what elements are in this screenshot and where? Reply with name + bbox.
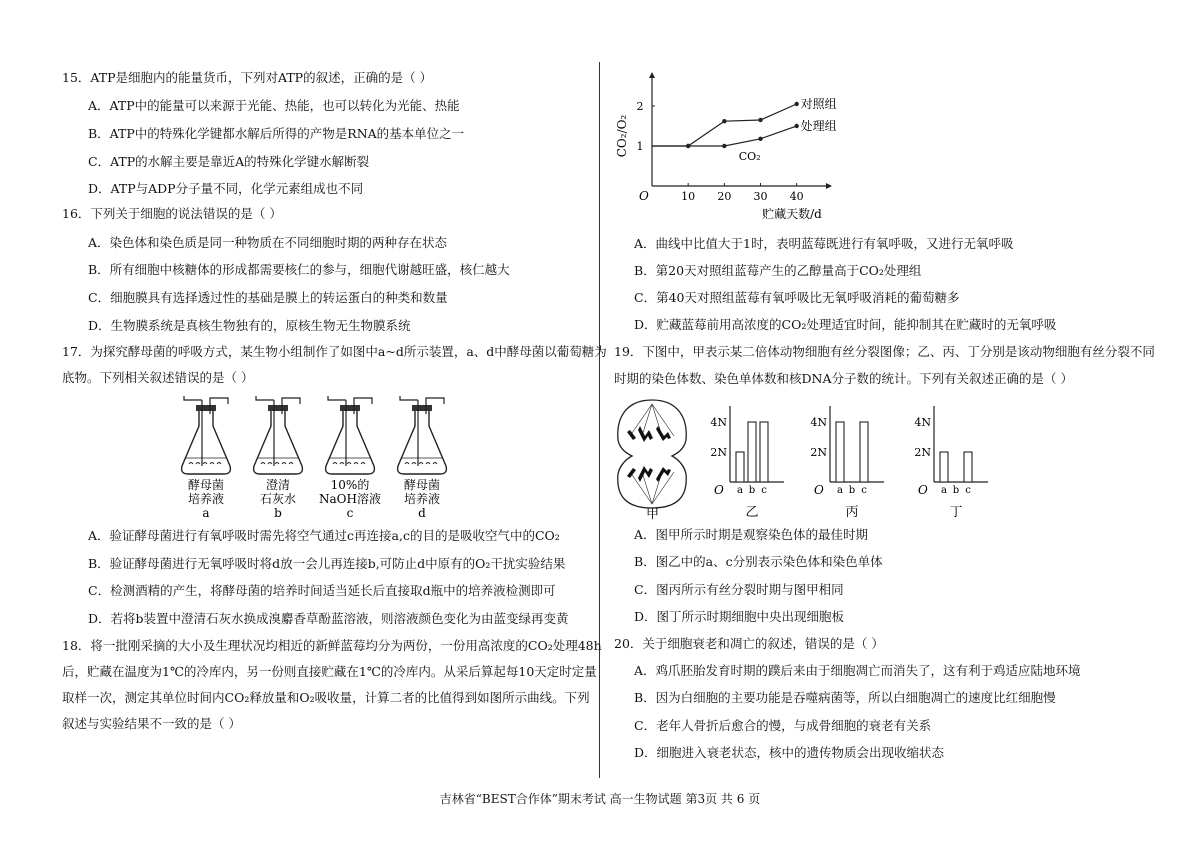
- flask-label-line1: 澄清: [265, 478, 291, 492]
- y-tick-label: 2N: [914, 446, 931, 459]
- inlet-bend: [256, 396, 274, 400]
- q16-option-d: D．生物膜系统是真核生物独有的，原核生物无生物膜系统: [88, 318, 411, 333]
- flask-letter: a: [202, 506, 210, 520]
- q17-stem-line2: 底物。下列相关叙述错误的是（ ）: [62, 370, 254, 385]
- y-tick-label: 4N: [914, 416, 931, 429]
- category-label: c: [965, 485, 971, 496]
- flask-label-line1: 酵母菌: [403, 478, 441, 492]
- y-tick-label: 1: [636, 140, 644, 153]
- flask-letter: b: [274, 506, 282, 520]
- x-tick-label: 10: [681, 190, 696, 203]
- q18-stem-line2: 后，贮藏在温度为1℃的冷库内，另一份则直接贮藏在1℃的冷库内。从采后算起每10天定时定量: [62, 664, 597, 679]
- q16-stem: 16．下列关于细胞的说法错误的是（ ）: [62, 206, 282, 221]
- flask-body: [326, 410, 375, 474]
- q15-stem: 15．ATP是细胞内的能量货币，下列对ATP的叙述，正确的是（ ）: [62, 70, 433, 85]
- flask-stopper: [268, 405, 288, 411]
- q20-option-c: C．老年人骨折后愈合的慢，与成骨细胞的衰老有关系: [634, 718, 932, 733]
- origin-label: O: [814, 483, 824, 497]
- page-footer: 吉林省“BEST合作体”期末考试 高一生物试题 第3页 共 6 页: [439, 792, 761, 806]
- cell-figure-label: 甲: [646, 507, 660, 520]
- column-divider: [599, 62, 600, 778]
- series-point: [722, 144, 726, 148]
- bar-c: [860, 422, 868, 482]
- q18-option-b: B．第20天对照组蓝莓产生的乙醇量高于CO₂处理组: [634, 263, 922, 278]
- q18-option-c: C．第40天对照组蓝莓有氧呼吸比无氧呼吸消耗的葡萄糖多: [634, 290, 960, 305]
- co2-annotation: CO₂: [738, 150, 761, 163]
- flask-b: [254, 396, 303, 520]
- q18-stem-line4: 叙述与实验结果不一致的是（ ）: [62, 716, 241, 731]
- cell-mitosis-figure: [612, 396, 692, 520]
- flask-letter: d: [418, 506, 426, 520]
- y-tick-label: 4N: [810, 416, 827, 429]
- flask-c: [319, 396, 381, 520]
- origin-label: O: [918, 483, 928, 497]
- q17-option-b: B．验证酵母菌进行无氧呼吸时将d放一会儿再连接b,可防止d中原有的O₂干扰实验结果: [88, 556, 566, 571]
- q19-option-c: C．图丙所示有丝分裂时期与图甲相同: [634, 582, 844, 597]
- y-tick-label: 2N: [810, 446, 827, 459]
- flask-body: [182, 410, 231, 474]
- bar-a: [736, 452, 744, 482]
- cell-outline: [618, 400, 686, 508]
- flask-label-line1: 酵母菌: [187, 478, 225, 492]
- inlet-bend: [328, 396, 346, 400]
- category-label: b: [952, 485, 960, 496]
- q17-option-a: A．验证酵母菌进行有氧呼吸时需先将空气通过c再连接a,c的目的是吸收空气中的CO₂: [88, 528, 560, 543]
- chart-name-label: 乙: [745, 505, 759, 520]
- flask-apparatus-figure: [170, 392, 460, 522]
- q19-stem-line2: 时期的染色体数、染色单体数和核DNA分子数的统计。下列有关叙述正确的是（ ）: [614, 371, 1073, 386]
- q16-option-b: B．所有细胞中核糖体的形成都需要核仁的参与，细胞代谢越旺盛，核仁越大: [88, 262, 510, 277]
- bar-chart-ding: [900, 400, 990, 524]
- x-axis-label: 贮藏天数/d: [762, 207, 822, 221]
- y-tick-label: 2N: [710, 446, 727, 459]
- flask-label-line2: 培养液: [187, 492, 225, 506]
- series-label-1: 对照组: [800, 97, 837, 111]
- bar-chart-bing: [796, 400, 886, 524]
- series-point: [686, 144, 690, 148]
- q19-option-a: A．图甲所示时期是观察染色体的最佳时期: [634, 527, 869, 542]
- co2-o2-line-chart: [612, 66, 852, 226]
- flask-label-line2: 石灰水: [259, 492, 297, 506]
- flask-stopper: [412, 405, 432, 411]
- flask-label-line2: 培养液: [403, 492, 441, 506]
- q18-option-d: D．贮藏蓝莓前用高浓度的CO₂处理适宜时间，能抑制其在贮藏时的无氧呼吸: [634, 317, 1057, 332]
- flask-a: [182, 396, 231, 520]
- origin-label: O: [639, 189, 649, 203]
- series-point: [758, 118, 762, 122]
- q15-option-d: D．ATP与ADP分子量不同，化学元素组成也不同: [88, 181, 364, 196]
- q15-option-c: C．ATP的水解主要是靠近A的特殊化学键水解断裂: [88, 154, 370, 169]
- bar-c: [760, 422, 768, 482]
- q16-option-a: A．染色体和染色质是同一种物质在不同细胞时期的两种存在状态: [88, 235, 448, 250]
- inlet-bend: [400, 396, 418, 400]
- category-label: b: [848, 485, 856, 496]
- chart-name-label: 丁: [949, 505, 963, 520]
- flask-stopper: [340, 405, 360, 411]
- x-tick-label: 20: [717, 190, 732, 203]
- bar-c: [964, 452, 972, 482]
- q15-option-b: B．ATP中的特殊化学键都水解后所得的产物是RNA的基本单位之一: [88, 126, 465, 141]
- q20-stem: 20．关于细胞衰老和凋亡的叙述，错误的是（ ）: [614, 636, 884, 651]
- series-point: [794, 124, 798, 128]
- category-label: c: [761, 485, 767, 496]
- flask-label-line2: NaOH溶液: [319, 492, 381, 506]
- flask-body: [254, 410, 303, 474]
- q20-option-d: D．细胞进入衰老状态，核中的遗传物质会出现收缩状态: [634, 745, 945, 760]
- q19-stem-line1: 19．下图中，甲表示某二倍体动物细胞有丝分裂图像；乙、丙、丁分别是该动物细胞有丝分裂不同: [614, 344, 1155, 359]
- category-label: b: [748, 485, 756, 496]
- q19-option-d: D．图丁所示时期细胞中央出现细胞板: [634, 609, 845, 624]
- series-point: [758, 137, 762, 141]
- q18-stem-line3: 取样一次，测定其单位时间内CO₂释放量和O₂吸收量，计算二者的比值得到如图所示曲线。下列: [62, 690, 590, 705]
- q15-option-a: A．ATP中的能量可以来源于光能、热能，也可以转化为光能、热能: [88, 98, 460, 113]
- y-tick-label: 2: [636, 100, 644, 113]
- origin-label: O: [714, 483, 724, 497]
- q17-option-c: C．检测酒精的产生，将酵母菌的培养时间适当延长后直接取d瓶中的培养液检测即可: [88, 583, 556, 598]
- y-tick-label: 4N: [710, 416, 727, 429]
- inlet-bend: [184, 396, 202, 400]
- q17-stem-line1: 17．为探究酵母菌的呼吸方式，某生物小组制作了如图中a~d所示装置，a、d中酵母菌以葡萄糖为: [62, 344, 607, 359]
- category-label: c: [861, 485, 867, 496]
- series-point: [794, 102, 798, 106]
- series-label-2: 处理组: [800, 119, 837, 133]
- flask-label-line1: 10%的: [330, 478, 370, 492]
- category-label: a: [941, 485, 947, 496]
- q19-option-b: B．图乙中的a、c分别表示染色体和染色单体: [634, 554, 883, 569]
- flask-body: [398, 410, 447, 474]
- x-tick-label: 40: [789, 190, 804, 203]
- category-label: a: [737, 485, 743, 496]
- q18-option-a: A．曲线中比值大于1时，表明蓝莓既进行有氧呼吸，又进行无氧呼吸: [634, 236, 1014, 251]
- x-axis-arrow: [826, 183, 832, 189]
- flask-d: [398, 396, 447, 520]
- bar-a: [940, 452, 948, 482]
- q17-option-d: D．若将b装置中澄清石灰水换成溴麝香草酚蓝溶液，则溶液颜色变化为由蓝变绿再变黄: [88, 611, 569, 626]
- x-tick-label: 30: [753, 190, 768, 203]
- y-axis-arrow: [649, 72, 655, 78]
- q18-stem-line1: 18．将一批刚采摘的大小及生理状况均相近的新鲜蓝莓均分为两份，一份用高浓度的CO₂处理48h: [62, 638, 602, 653]
- q20-option-a: A．鸡爪胚胎发育时期的蹼后来由于细胞凋亡而消失了，这有利于鸡适应陆地环境: [634, 663, 1081, 678]
- category-label: a: [837, 485, 843, 496]
- series-line-1: [652, 104, 797, 146]
- q16-option-c: C．细胞膜具有选择透过性的基础是膜上的转运蛋白的种类和数量: [88, 290, 448, 305]
- q20-option-b: B．因为白细胞的主要功能是吞噬病菌等，所以白细胞凋亡的速度比红细胞慢: [634, 690, 1056, 705]
- bar-a: [836, 422, 844, 482]
- series-line-2: [652, 126, 797, 146]
- bar-chart-yi: [696, 400, 786, 524]
- bar-b: [748, 422, 756, 482]
- series-point: [722, 119, 726, 123]
- chart-name-label: 丙: [845, 505, 859, 520]
- y-axis-label: CO₂/O₂: [615, 114, 629, 158]
- flask-stopper: [196, 405, 216, 411]
- flask-letter: c: [346, 506, 354, 520]
